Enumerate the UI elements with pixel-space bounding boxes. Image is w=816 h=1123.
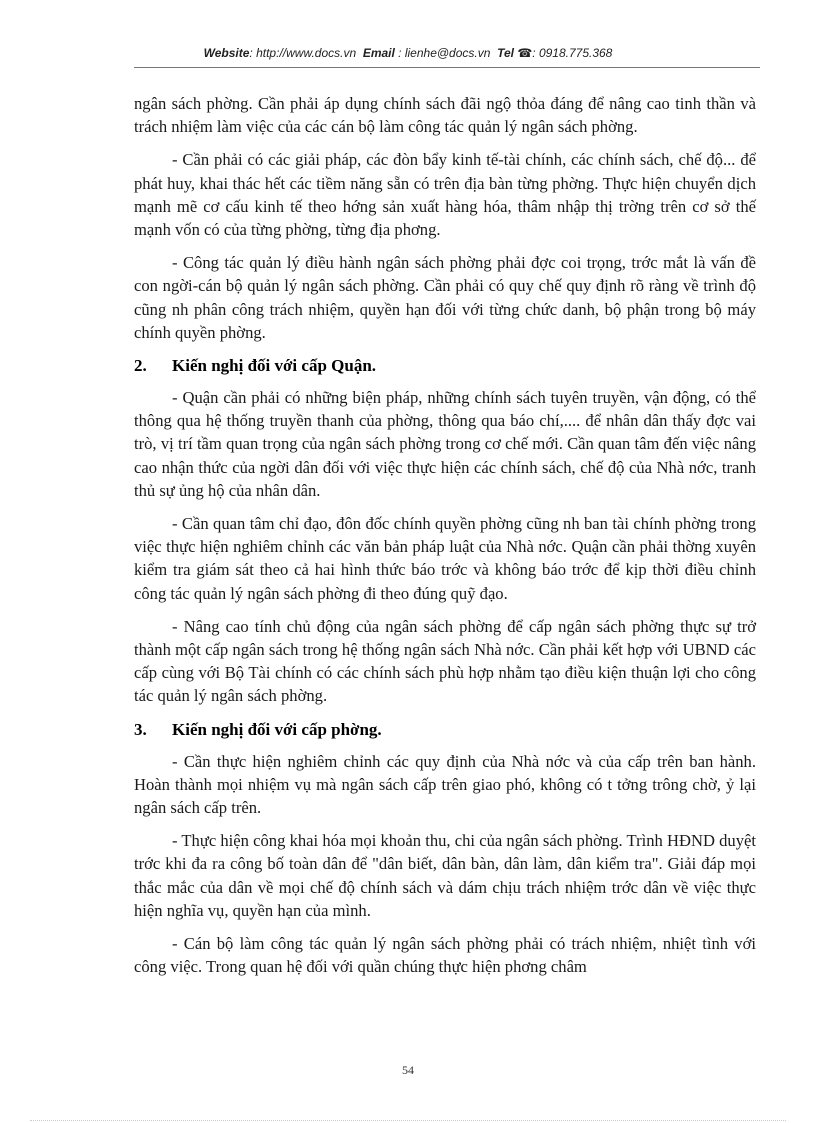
paragraph: ngân sách phờng. Cần phải áp dụng chính sách đãi ngộ thỏa đáng để nâng cao tinh thần và trách nhiệm làm việc của các cán bộ làm công tác quản lý ngân sách phờng. xyxy=(134,94,756,137)
section-title: Kiến nghị đối với cấp phờng. xyxy=(172,719,382,739)
email-label: Email xyxy=(362,46,395,60)
paragraph: - Cần quan tâm chỉ đạo, đôn đốc chính quyền phờng cũng nh ban tài chính phờng trong việc thực hiện nghiêm chỉnh các văn bản pháp luật của Nhà nớc. Quận cần phải thờng xuyên kiểm tra giám sát theo cả hai hình thức báo trớc và không báo trớc để kịp thời điều chỉnh công tác quản lý ngân sách phờng đi theo đúng quỹ đạo. xyxy=(134,514,756,603)
email-value: : lienhe@docs.vn xyxy=(398,46,491,60)
paragraph: - Quận cần phải có những biện pháp, những chính sách tuyên truyền, vận động, có thể thông qua hệ thống truyền thanh của phờng, thông qua báo chí,.... để nhân dân thấy đợc vai trò, vị trí tầm quan trọng của ngân sách phờng trong cơ chế mới. Cần quan tâm đến việc nâng cao nhận thức của ngời dân đối với việc thực hiện các chính sách, chế độ của Nhà nớc, tranh thủ sự ủng hộ của nhân dân. xyxy=(134,388,756,500)
page-bottom-border xyxy=(30,1120,786,1121)
tel-value: : 0918.775.368 xyxy=(532,46,613,60)
paragraph: - Cán bộ làm công tác quản lý ngân sách phờng phải có trách nhiệm, nhiệt tình với công việc. Trong quan hệ đối với quần chúng thực hiện phơng châm xyxy=(134,934,756,977)
section-heading xyxy=(134,718,756,742)
paragraph: - Thực hiện công khai hóa mọi khoản thu, chi của ngân sách phờng. Trình HĐND duyệt trớc khi đa ra công bố toàn dân để "dân biết, dân bàn, dân làm, dân kiểm tra". Giải đáp mọi thắc mắc của dân về mọi chế độ chính sách và dám chịu trách nhiệm trớc dân về việc thực hiện nghĩa vụ, quyền hạn của mình. xyxy=(134,831,756,920)
website-value: : http://www.docs.vn xyxy=(249,46,357,60)
paragraph: - Cần phải có các giải pháp, các đòn bẩy kinh tế-tài chính, các chính sách, chế độ... để phát huy, khai thác hết các tiềm năng sẵn có trên địa bàn từng phờng. Thực hiện chuyển dịch mạnh mẽ cơ cấu kinh tế theo hớng sản xuất hàng hóa, thâm nhập thị trờng trên cơ sở thế mạnh vốn có của từng phờng, từng địa phơng. xyxy=(134,150,756,240)
tel-label: Tel xyxy=(497,46,514,60)
paragraph: - Cần thực hiện nghiêm chỉnh các quy định của Nhà nớc và của cấp trên ban hành. Hoàn thành mọi nhiệm vụ mà ngân sách cấp trên giao phó, không có t tởng trông chờ, ỷ lại ngân sách cấp trên. xyxy=(134,751,756,818)
phone-icon: ☎ xyxy=(517,46,533,60)
website-label: Website xyxy=(203,46,250,60)
section-title: Kiến nghị đối với cấp Quận. xyxy=(172,356,377,376)
section-number: 2. xyxy=(134,356,147,376)
section-number: 3. xyxy=(134,719,147,739)
section-heading xyxy=(134,354,756,378)
page-header xyxy=(0,46,816,60)
page-number: 54 xyxy=(402,1063,414,1077)
paragraph: - Nâng cao tính chủ động của ngân sách phờng để cấp ngân sách phờng thực sự trở thành một cấp ngân sách trong hệ thống ngân sách Nhà nớc. Cần phải kết hợp với UBND các cấp cùng với Bộ Tài chính có các chính sách phù hợp nhằm tạo điều kiện thuận lợi cho công tác quản lý ngân sách phờng. xyxy=(134,616,756,706)
document-body xyxy=(134,92,756,989)
paragraph: - Công tác quản lý điều hành ngân sách phờng phải đợc coi trọng, trớc mắt là vấn đề con ngời-cán bộ quản lý ngân sách phờng. Cần phải có quy chế quy định rõ ràng về trình độ cũng nh phân công trách nhiệm, quyền hạn đối với từng chức danh, bộ phận trong bộ máy chính quyền phờng. xyxy=(134,253,756,342)
header-divider xyxy=(134,67,760,68)
